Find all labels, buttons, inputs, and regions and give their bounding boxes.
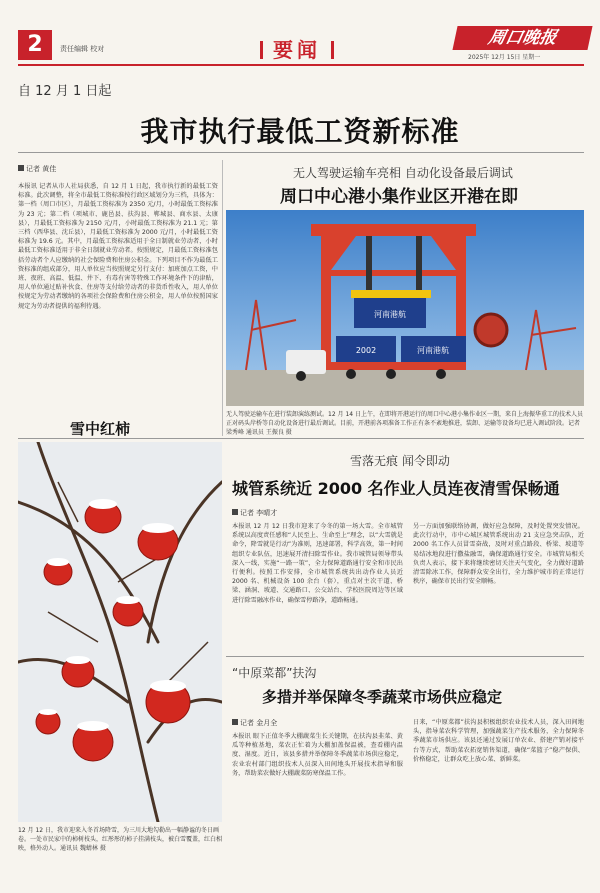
section-label	[250, 34, 344, 63]
container-label-a: 河南港航	[374, 310, 406, 319]
newspaper-logo: 周口晚报	[452, 26, 592, 50]
container-number: 2002	[355, 346, 377, 355]
story4-col1: 本报讯 眼下正值冬季大棚蔬菜生长关键期，在扶沟县韭菜、黄瓜等种植基地，菜农正忙着为大棚加盖保温被，查看棚内温度、湿度。近日，该县多措并举保障冬季蔬菜市场供应稳定，农业农村部门组织技术人员深入田间地头开展技术指导和服务，帮助菜农做好大棚蔬菜防寒保温工作。	[232, 733, 403, 777]
masthead	[0, 0, 600, 60]
story2-kicker: 无人驾驶运输车亮相 自动化设备最后调试	[293, 166, 513, 180]
header-rule	[18, 64, 584, 66]
column-divider	[222, 160, 223, 436]
story4-article	[232, 718, 584, 778]
byline-marker-icon	[232, 509, 238, 515]
story1-kicker: 自 12 月 1 日起	[18, 84, 112, 99]
port-photo-caption: 无人驾驶运输车在进行装卸演练测试。12 月 14 日上午，在即将开港运行的周口中心港小集作业区一期，来自上海振华重工的技术人员正对码头岸桥等自动化设备进行最后调试。目前，开港前各项准备工作正有条不紊地推进，装卸、运输等设备均已进入调试阶段。记者 梁秀峰 通讯员 王振良 摄	[226, 411, 583, 436]
section-bar-right	[331, 41, 334, 59]
editor-credits: 责任编辑 校对	[60, 45, 105, 53]
story3-col1: 本报讯 12 月 12 日我市迎来了今冬的第一场大雪。全市城管系统以高度责任感和“人民至上、生命至上”理念，以“大雪就是命令，降雪就是行动”为准则，迅速部署，科学高效，第一时间组织专业队伍，迅速展开清扫除雪作业。我市城管局领导带头深入一线，实施“一路一策”，全力保障道路通行安全和市民出行便利。按照工作安排，全市城管系统共出动作业人员近 2000 名、机械设备 100 余台（套），重点对主次干道、桥梁、涵洞、坡道、交通路口、公交站台、学校医院周边等区域进行除雪融冰作业，确保雪停路净，道路畅通。	[232, 523, 403, 604]
story4-columns	[232, 718, 584, 778]
page-number: 2	[18, 30, 52, 60]
story1-byline: 记者 黄佳	[18, 164, 218, 174]
story2-headline: 周口中心港小集作业区开港在即	[280, 187, 518, 207]
story1-article	[18, 164, 218, 311]
story1-body: 本报讯 记者从市人社局获悉，自 12 月 1 日起，我市执行新的最低工资标准。此次调整，将全市最低工资标准按行政区域划分为三档，具体为：第一档（周口市区），月最低工资标准为 2350 元/月，小时最低工资标准为 23 元；第二档（项城市、鹿邑县、扶沟县、郸城县、商水县、太康县），月最低工资标准为 2150 元/月，小时最低工资标准为 21.1 元；第三档（西华县、沈丘县），月最低工资标准为 2000 元/月，小时最低工资标准为 19.6 元。其中，月最低工资标准适用于全日制就业劳动者，小时最低工资标准适用于非全日制就业劳动者。按照规定，月最低工资标准包括劳动者个人应缴纳的社会保险费和住房公积金。下列项目不作为最低工资标准的组成部分，用人单位应当按照规定另行支付：加班加点工资，中班、夜班、高温、低温、井下、有毒有害等特殊工作环境条件下的津贴，用人单位通过贴补伙食、住房等支付给劳动者的非货币性收入，用人单位按规定为劳动者缴纳的各项社会保险费和住房公积金，用人单位按照国家规定为劳动者提供的福利待遇。	[18, 183, 218, 310]
byline-marker-icon	[18, 165, 24, 171]
persimmon-photo-caption: 12 月 12 日，我市迎来入冬首场降雪，为三川大地勾勒出一幅静谧的冬日画卷。一处市民家中的柿树枝头，红彤彤的柿子挂满枝头，被白雪覆盖，红白相映，格外动人。通讯员 魏蜻林 摄	[18, 827, 223, 853]
divider	[226, 656, 584, 657]
divider	[18, 152, 584, 153]
story4-headline: 多措并举保障冬季蔬菜市场供应稳定	[262, 688, 503, 706]
byline-marker-icon	[232, 719, 238, 725]
persimmon-photo	[18, 442, 222, 822]
container-label-b: 河南港航	[417, 346, 449, 355]
photo2-title: 雪中红柿	[70, 420, 131, 438]
story3-headline: 城管系统近 2000 名作业人员连夜清雪保畅通	[232, 479, 560, 498]
story4-byline: 记者 金月全	[232, 718, 403, 728]
story4-col2: 日来，“中原菜都”扶沟县积极组织农业技术人员，深入田间地头，指导菜农科学管理，加强蔬菜生产技术服务，全力保障冬季蔬菜市场供应。该县还通过发展订单农业、搭建产销对接平台等方式，帮助菜农拓宽销售渠道，确保“菜篮子”稳产保供、价格稳定，让群众吃上放心菜、新鲜菜。	[413, 719, 584, 763]
port-illustration	[226, 210, 584, 406]
section-bar-left	[260, 41, 263, 59]
story3-columns	[232, 522, 584, 605]
story3-kicker: 雪落无痕 闻令即动	[350, 454, 450, 468]
persimmon-illustration	[18, 442, 222, 822]
port-photo	[226, 210, 584, 406]
section-title: 要闻	[273, 38, 321, 62]
story4-kicker: “中原菜都”扶沟	[232, 666, 317, 680]
story3-article	[232, 508, 584, 605]
story4-left	[232, 718, 403, 778]
story3-col2: 另一方面加强联络协调，做好应急保障，及时处置突发情况。此次行动中，市中心城区城管系统出动 21 支应急突击队，近 2000 名工作人员冒雪奋战，及时对重点路段、桥梁、坡道等易结冰地段进行撒盐融雪，确保道路通行安全。市城管局相关负责人表示，接下来将继续密切关注天气变化，全力做好道路清雪除冰工作，保障群众安全出行，全力维护城市的正常运行秩序，确保市民出行安全顺畅。	[413, 523, 584, 586]
story1-headline: 我市执行最低工资新标准	[140, 115, 460, 148]
dateline: 2025年 12月 15日 星期一	[468, 54, 541, 61]
story3-byline: 记者 李晴才	[232, 508, 584, 518]
